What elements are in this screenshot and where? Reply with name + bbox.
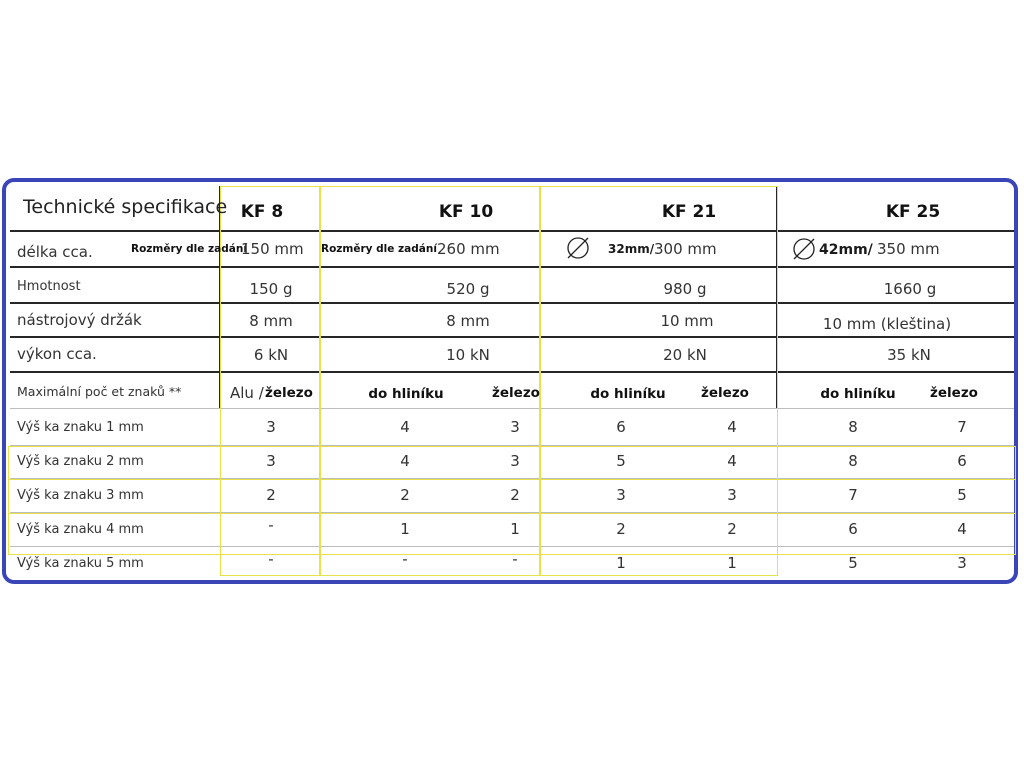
row-label-delka: délka cca. [17,243,93,261]
table-cell: 7 [848,486,858,504]
table-cell: - [268,550,274,568]
table-cell: 3 [266,452,276,470]
row-divider [10,266,1014,268]
table-cell: 2 [510,486,520,504]
dimension-note: Rozměry dle zadání [131,243,247,255]
table-cell: 2 [266,486,276,504]
table-cell: 6 [848,520,858,538]
table-cell: - [268,516,274,534]
kf8-weight: 150 g [249,280,293,298]
row-divider [10,478,1014,479]
dimension-note: Rozměry dle zadání [321,243,437,255]
table-cell: 1 [510,520,520,538]
table-cell: 1 [400,520,410,538]
table-cell: 8 [848,418,858,436]
table-cell: 3 [510,452,520,470]
table-cell: 3 [510,418,520,436]
table-title: Technické specifikace [23,196,228,218]
row-divider [10,336,1014,338]
column-header-kf8: KF 8 [240,202,284,222]
kf21-holder: 10 mm [660,312,714,330]
column-divider [539,186,541,408]
kf21-alu-label: do hliníku [590,386,666,402]
row-label-height: Výš ka znaku 2 mm [17,454,144,469]
kf8-length: 150 mm [241,240,304,258]
row-divider [10,445,1014,446]
table-cell: 5 [957,486,967,504]
kf8-alu-label: Alu / [230,384,264,402]
diameter-icon [566,236,590,260]
table-cell: 2 [400,486,410,504]
kf25-weight: 1660 g [883,280,937,298]
kf25-length: 350 mm [877,240,940,258]
row-label-height: Výš ka znaku 1 mm [17,420,144,435]
table-cell: 4 [727,418,737,436]
table-cell: 4 [400,452,410,470]
table-cell: 8 [848,452,858,470]
kf25-holder: 10 mm (kleština) [822,315,952,333]
kf8-power: 6 kN [253,346,289,364]
table-cell: 6 [957,452,967,470]
kf10-length: 260 mm [437,240,500,258]
table-cell: 3 [266,418,276,436]
table-cell: 4 [957,520,967,538]
column-divider [776,186,778,408]
table-cell: - [512,550,518,568]
row-label-height: Výš ka znaku 4 mm [17,522,144,537]
kf21-iron-label: železo [701,385,749,401]
kf25-power: 35 kN [887,346,931,364]
table-cell: 1 [727,554,737,572]
table-cell: - [402,550,408,568]
table-cell: 3 [727,486,737,504]
table-cell: 3 [957,554,967,572]
row-label-vykon: výkon cca. [17,345,97,363]
table-cell: 1 [616,554,626,572]
column-header-kf10: KF 10 [438,202,494,222]
diameter-icon [792,237,816,261]
kf21-diameter: 32mm/ [608,242,655,256]
kf10-alu-label: do hliníku [368,386,444,402]
kf21-weight: 980 g [663,280,707,298]
row-divider [10,546,1014,547]
kf10-iron-label: železo [492,385,540,401]
column-header-kf25: KF 25 [885,202,941,222]
kf25-diameter: 42mm/ [819,242,873,258]
row-label-max-chars: Maximální poč et znaků ** [17,384,182,399]
table-cell: 5 [616,452,626,470]
kf10-power: 10 kN [446,346,490,364]
kf25-iron-label: železo [930,385,978,401]
table-cell: 7 [957,418,967,436]
table-cell: 4 [727,452,737,470]
row-divider [10,512,1014,513]
kf25-alu-label: do hliníku [820,386,896,402]
row-label-hmotnost: Hmotnost [17,279,81,294]
table-cell: 6 [616,418,626,436]
table-cell: 4 [400,418,410,436]
kf8-holder: 8 mm [249,312,293,330]
row-divider [10,371,1014,373]
kf21-length: 300 mm [654,240,717,258]
row-label-drzak: nástrojový držák [17,311,142,329]
kf10-weight: 520 g [446,280,490,298]
row-divider [10,230,1014,232]
row-divider [10,302,1014,304]
table-cell: 2 [616,520,626,538]
column-divider [219,186,221,408]
kf10-holder: 8 mm [446,312,490,330]
row-label-height: Výš ka znaku 3 mm [17,488,144,503]
table-cell: 3 [616,486,626,504]
table-cell: 5 [848,554,858,572]
table-cell: 2 [727,520,737,538]
row-label-height: Výš ka znaku 5 mm [17,556,144,571]
column-header-kf21: KF 21 [661,202,717,222]
column-divider [319,186,321,408]
row-divider [10,408,1014,409]
kf21-power: 20 kN [663,346,707,364]
kf8-iron-label: železo [265,385,313,401]
